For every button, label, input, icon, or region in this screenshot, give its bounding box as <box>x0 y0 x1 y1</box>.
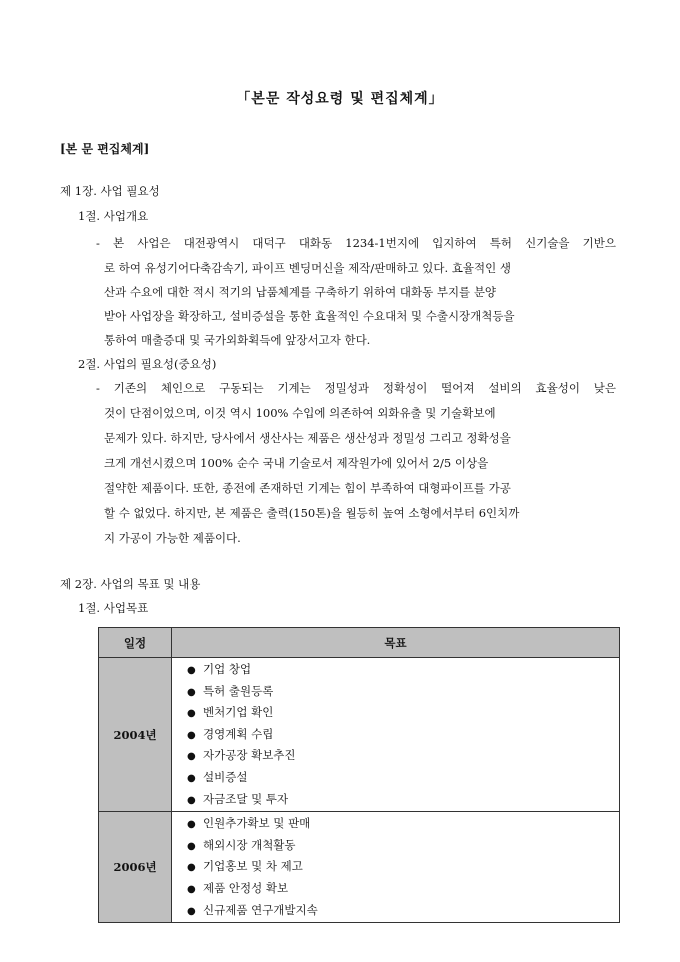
table-header-row <box>99 628 620 658</box>
chapter2-sec1-heading: 1절. 사업목표 <box>78 601 149 615</box>
table-row <box>99 658 620 812</box>
paragraph-line: 로 하여 유성기어다축감속기, 파이프 벤딩머신을 제작/판매하고 있다. 효율적인 생 <box>104 261 512 275</box>
chapter1-heading: 제 1장. 사업 필요성 <box>60 184 160 198</box>
table-row <box>99 812 620 923</box>
page-title: 「본문 작성요령 및 편집체계」 <box>236 91 444 107</box>
goals-table <box>98 627 620 923</box>
goal-item: ● 벤처기업 확인 <box>173 702 618 724</box>
goal-item: ● 경영계획 수립 <box>173 724 618 746</box>
year-cell: 2004년 <box>99 658 172 812</box>
bullet-icon: ● <box>187 794 196 806</box>
paragraph-line: 크게 개선시켰으며 100% 순수 국내 기술로서 제작원가에 있어서 2/5 이상을 <box>104 456 489 470</box>
goal-item: ● 기업 창업 <box>173 659 618 681</box>
year-cell: 2006년 <box>99 812 172 923</box>
goal-item: ● 자금조달 및 투자 <box>173 789 618 811</box>
paragraph-line: 문제가 있다. 하지만, 당사에서 생산사는 제품은 생산성과 정밀성 그리고 정확성을 <box>104 431 511 445</box>
goal-item: ● 신규제품 연구개발지속 <box>173 900 618 922</box>
bullet-icon: ● <box>187 840 196 852</box>
paragraph-line: 절약한 제품이다. 또한, 종전에 존재하던 기계는 힘이 부족하여 대형파이프를 가공 <box>104 481 511 495</box>
goal-item: ● 자가공장 확보추진 <box>173 745 618 767</box>
paragraph-line: - 기존의 체인으로 구동되는 기계는 정밀성과 정확성이 떨어져 설비의 효율성이 낮은 <box>96 381 616 395</box>
paragraph-line: 산과 수요에 대한 적시 적기의 납품체계를 구축하기 위하여 대화동 부지를 분양 <box>104 285 497 299</box>
goals-cell <box>172 658 620 812</box>
chapter2-heading: 제 2장. 사업의 목표 및 내용 <box>60 577 201 591</box>
bullet-icon: ● <box>187 686 196 698</box>
goal-item: ● 해외시장 개척활동 <box>173 835 618 857</box>
section-label: [본 문 편집체계] <box>60 142 150 156</box>
bullet-icon: ● <box>187 819 196 831</box>
bullet-icon: ● <box>187 905 196 917</box>
paragraph-line: 받아 사업장을 확장하고, 설비증설을 통한 효율적인 수요대처 및 수출시장개척등을 <box>104 309 515 323</box>
paragraph-line: - 본 사업은 대전광역시 대덕구 대화동 1234-1번지에 입지하여 특허 신기술을 기반으 <box>96 236 616 250</box>
goal-item: ● 특허 출원등록 <box>173 681 618 703</box>
bullet-icon: ● <box>187 751 196 763</box>
goal-item: ● 기업홍보 및 차 제고 <box>173 856 618 878</box>
header-schedule: 일정 <box>99 628 172 658</box>
bullet-icon: ● <box>187 772 196 784</box>
goal-item: ● 설비증설 <box>173 767 618 789</box>
paragraph-line: 지 가공이 가능한 제품이다. <box>104 531 241 545</box>
bullet-icon: ● <box>187 862 196 874</box>
chapter1-sec1-heading: 1절. 사업개요 <box>78 209 149 223</box>
paragraph-line: 것이 단점이었으며, 이것 역시 100% 수입에 의존하여 외화유출 및 기술확보에 <box>104 406 496 420</box>
bullet-icon: ● <box>187 883 196 895</box>
paragraph-line: 할 수 없었다. 하지만, 본 제품은 출력(150톤)을 월등히 높여 소형에서부터 6인치까 <box>104 506 520 520</box>
paragraph-line: 통하여 매출증대 및 국가외화획득에 앞장서고자 한다. <box>104 333 371 347</box>
goal-item: ● 제품 안정성 확보 <box>173 878 618 900</box>
bullet-icon: ● <box>187 729 196 741</box>
goals-cell <box>172 812 620 923</box>
bullet-icon: ● <box>187 665 196 676</box>
goal-item: ● 인원추가확보 및 판매 <box>173 813 618 835</box>
bullet-icon: ● <box>187 708 196 720</box>
header-goal: 목표 <box>172 628 620 658</box>
chapter1-sec2-heading: 2절. 사업의 필요성(중요성) <box>78 357 217 371</box>
